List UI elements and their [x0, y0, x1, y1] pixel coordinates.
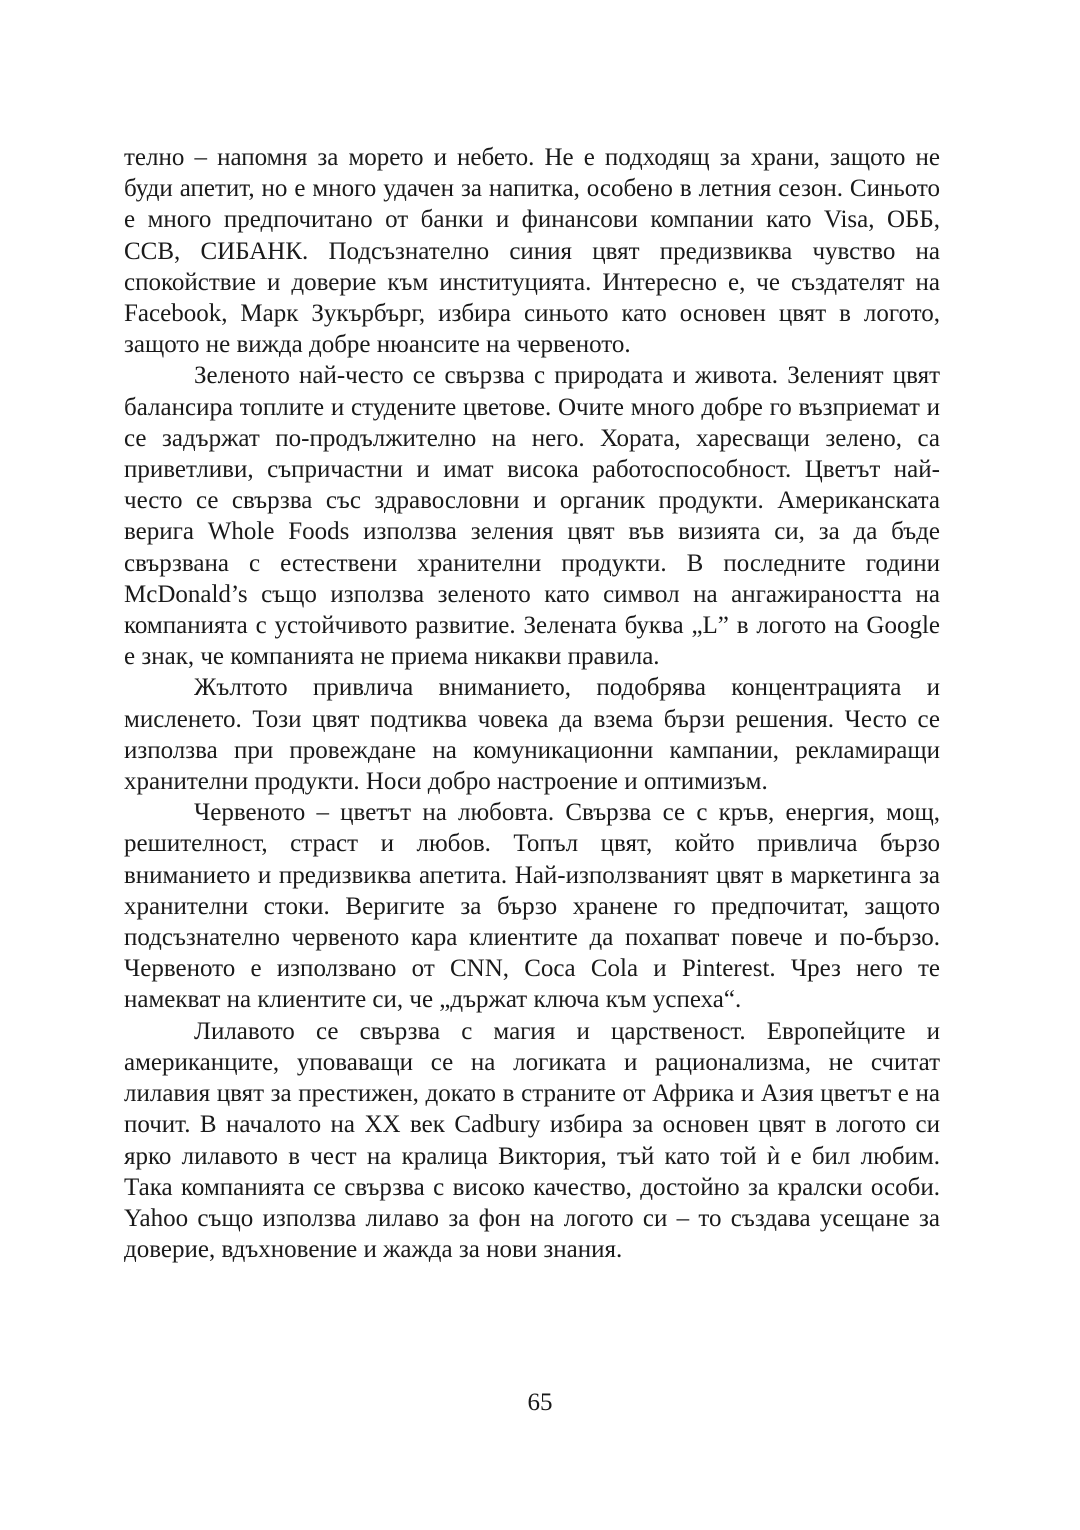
- paragraph-blue: телно – напомня за морето и небето. Не е подходящ за храни, защото не буди апетит, но е много удачен за напитка, особено в летния сезон. Синьото е много предпочитано от банки и финансови компании като Visa, ОББ, ССВ, СИБАНК. Подсъзнателно синия цвят предизвиква чувство на спокойствие и доверие към институцията. Интересно е, че създателят на Facebook, Марк Зукърбърг, избира синьото като основен цвят в логото, защото не вижда добре нюансите на червеното.: [124, 144, 940, 359]
- paragraph-red: Червеното – цветът на любовта. Свързва се с кръв, енергия, мощ, решителност, страст и любов. Топъл цвят, който привлича бързо вниманието и предизвиква апетита. Най-използваният цвят в маркетинга за хранителни стоки. Веригите за бързо хранене го предпочитат, защото подсъзнателно червеното кара клиентите да похапват повече и по-бързо. Червеното е използвано от CNN, Coca Cola и Pinterest. Чрез него те намекват на клиентите си, че „държат ключа към успеха“.: [124, 799, 940, 1014]
- paragraph-yellow: Жълтото привлича вниманието, подобрява концентрацията и мисленето. Този цвят подтиква човека да взема бързи решения. Често се използва при провеждане на комуникационни кампании, рекламиращи хранителни продукти. Носи добро настроение и оптимизъм.: [124, 674, 940, 796]
- paragraph-purple: Лилавото се свързва с магия и царственост. Европейците и американците, уповаващи се на логиката и рационализма, не считат лилавия цвят за престижен, докато в страните от Африка и Азия цветът е на почит. В началото на XX век Cadbury избира за основен цвят в логото си ярко лилавото в чест на кралица Виктория, тъй като той ѝ е бил любим. Така компанията се свързва с високо качество, достойно за кралски особи. Yahoo също използва лилаво за фон на логото си – то създава усещане за доверие, вдъхновение и жажда за нови знания.: [124, 1017, 940, 1264]
- page-number: 65: [527, 1389, 553, 1416]
- body-text: [124, 142, 940, 1265]
- paragraph-green: Зеленото най-често се свързва с природата и живота. Зеленият цвят балансира топлите и студените цветове. Очите много добре го възприемат и се задържат по-продължително на него. Хората, харесващи зелено, са приветливи, съпричастни и имат висока работоспособност. Цветът най-често се свързва със здравословни и органик продукти. Американската верига Whole Foods използва зеления цвят във визията си, за да бъде свързвана с естествени хранителни продукти. В последните години McDonald’s също използва зеленото като символ на ангажираността на компанията с устойчивото развитие. Зелената буква „L” в логото на Google е знак, че компанията не приема никакви правила.: [124, 362, 940, 671]
